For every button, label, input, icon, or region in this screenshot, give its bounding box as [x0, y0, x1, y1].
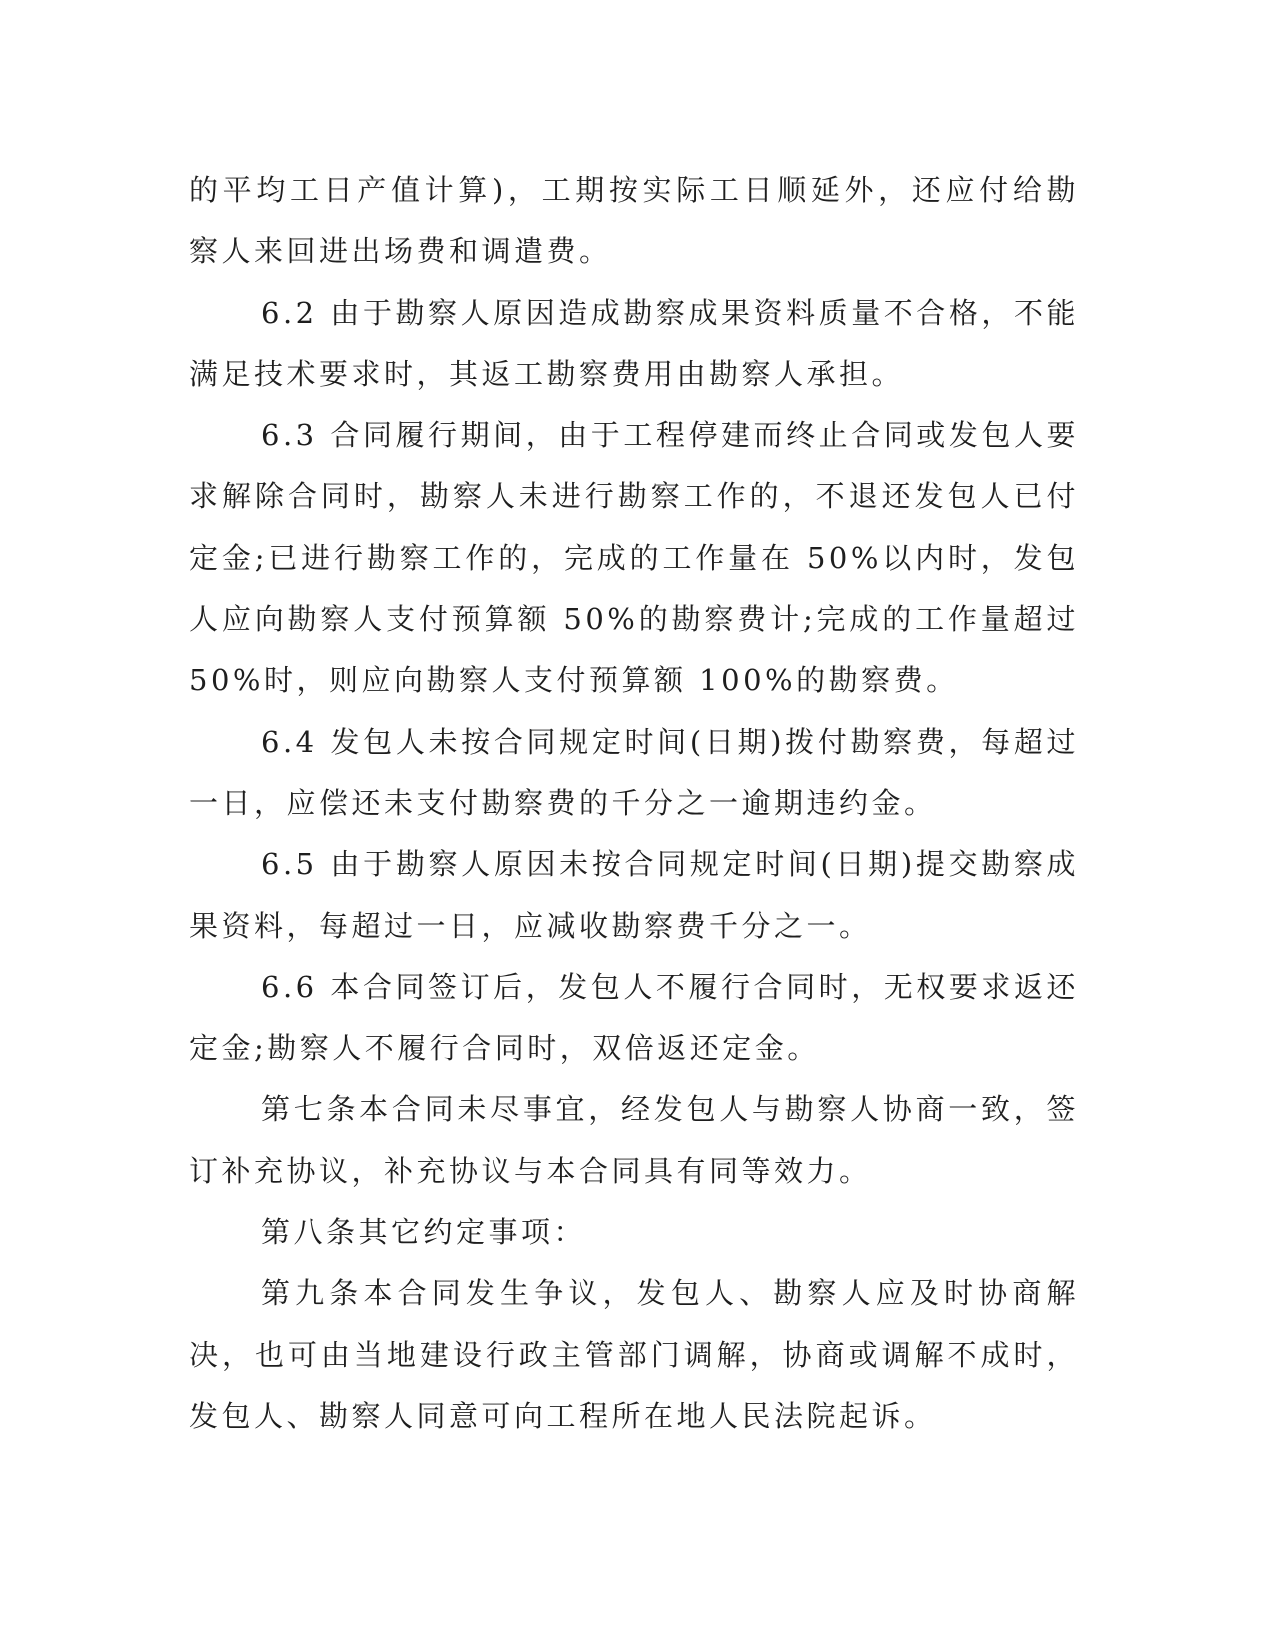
- paragraph-continuation: 的平均工日产值计算)，工期按实际工日顺延外，还应付给勘察人来回进出场费和调遣费。: [189, 173, 1079, 269]
- paragraph-6-2: 6.2 由于勘察人原因造成勘察成果资料质量不合格，不能满足技术要求时，其返工勘察费用由勘察人承担。: [189, 295, 1079, 391]
- paragraph-6-4: 6.4 发包人未按合同规定时间(日期)拨付勘察费，每超过一日，应偿还未支付勘察费的千分之一逾期违约金。: [189, 724, 1079, 820]
- document-body: [189, 160, 1079, 1447]
- paragraph-6-6: 6.6 本合同签订后，发包人不履行合同时，无权要求返还定金;勘察人不履行合同时，双倍返还定金。: [189, 969, 1079, 1066]
- paragraph-article-9: 第九条本合同发生争议，发包人、勘察人应及时协商解决，也可由当地建设行政主管部门调解，协商或调解不成时，发包人、勘察人同意可向工程所在地人民法院起诉。: [189, 1276, 1079, 1433]
- paragraph-6-3: 6.3 合同履行期间，由于工程停建而终止合同或发包人要求解除合同时，勘察人未进行勘察工作的，不退还发包人已付定金;已进行勘察工作的，完成的工作量在 50%以内时，发包人应向勘察人支付预算额 50%的勘察费计;完成的工作量超过 50%时，则应向勘察人支付预算额 100%的勘察费。: [189, 418, 1079, 698]
- paragraph-article-7: 第七条本合同未尽事宜，经发包人与勘察人协商一致，签订补充协议，补充协议与本合同具有同等效力。: [189, 1092, 1079, 1188]
- paragraph-article-8: 第八条其它约定事项：: [261, 1215, 587, 1250]
- paragraph-6-5: 6.5 由于勘察人原因未按合同规定时间(日期)提交勘察成果资料，每超过一日，应减收勘察费千分之一。: [189, 847, 1079, 943]
